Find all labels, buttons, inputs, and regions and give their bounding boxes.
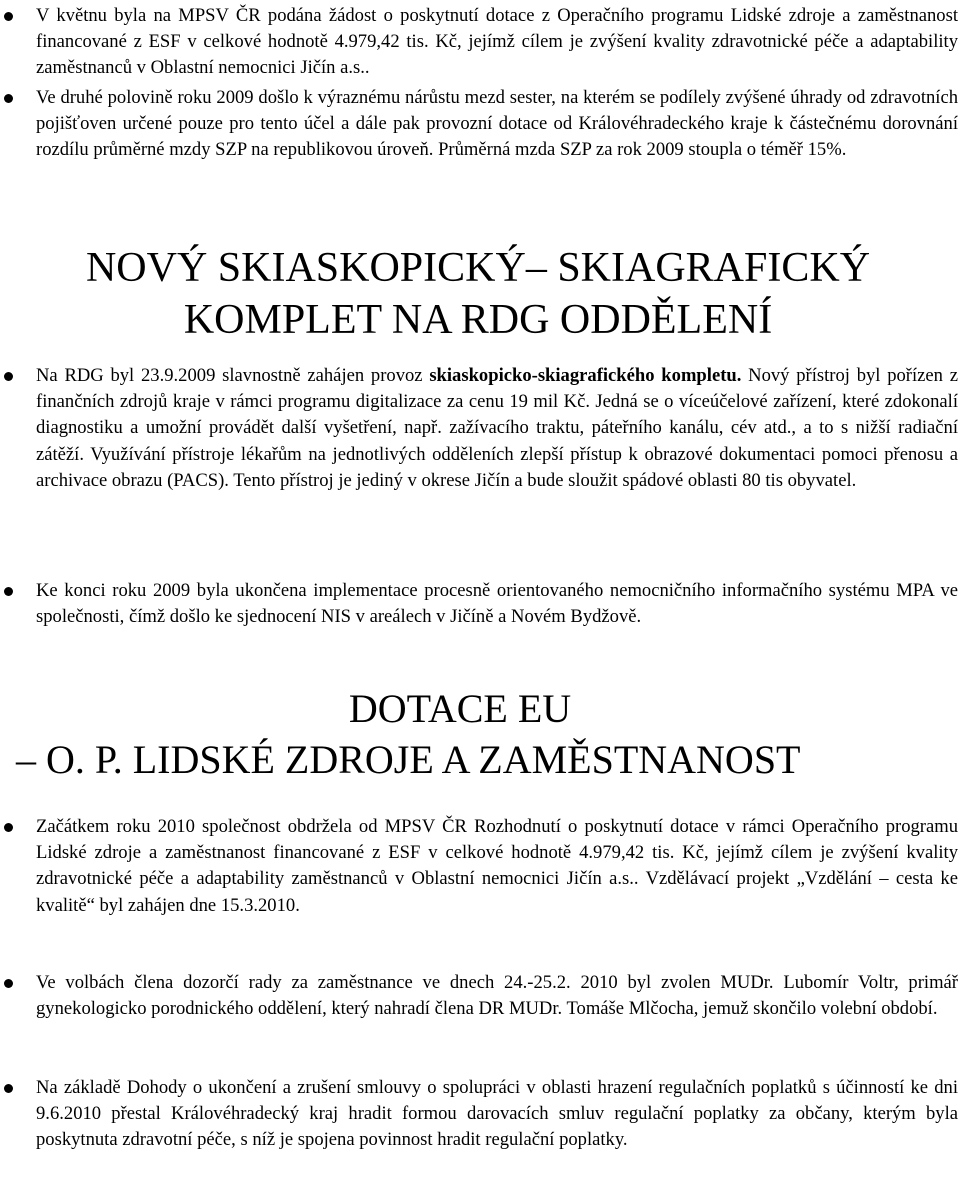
bullet-icon	[4, 587, 13, 596]
list-item	[0, 363, 960, 494]
bullet-icon	[4, 12, 13, 21]
bullet-icon	[4, 372, 13, 381]
heading-line: DOTACE EU	[348, 686, 572, 731]
heading-line: NOVÝ SKIASKOPICKÝ– SKIAGRAFICKÝ	[85, 245, 871, 291]
section-heading-rdg	[0, 242, 960, 346]
paragraph: Ve volbách člena dozorčí rady za zaměstnance ve dnech 24.-25.2. 2010 byl zvolen MUDr. Lubomír Voltr, primář gynekologicko porodnického oddělení, který nahradí člena DR MUDr. Tomáše Mlčocha, jemuž skončilo volební období.	[36, 972, 958, 1020]
list-item	[0, 3, 960, 82]
list-item	[0, 1075, 960, 1154]
paragraph-text: Na RDG byl 23.9.2009 slavnostně zahájen provoz	[36, 365, 430, 386]
list-item	[0, 814, 960, 919]
paragraph: Začátkem roku 2010 společnost obdržela od MPSV ČR Rozhodnutí o poskytnutí dotace v rámci Operačního programu Lidské zdroje a zaměstnanost financované z ESF v celkové hodnotě 4.979,42 tis. Kč, jejímž cílem je zvýšení kvality zdravotnické péče a adaptability zaměstnanců v Oblastní nemocnici Jičín a.s.. Vzdělávací projekt „Vzdělání – cesta ke kvalitě“ byl zahájen dne 15.3.2010.	[36, 816, 958, 916]
paragraph: Na základě Dohody o ukončení a zrušení smlouvy o spolupráci v oblasti hrazení regulačních poplatků s účinností ke dni 9.6.2010 přestal Královéhradecký kraj hradit formou darovacích smluv regulační poplatky za občany, kterým byla poskytnuta zdravotní péče, s níž je spojena povinnost hradit regulační poplatky.	[36, 1077, 958, 1151]
list-item	[0, 85, 960, 164]
bullet-icon	[4, 979, 13, 988]
paragraph: Ve druhé polovině roku 2009 došlo k výraznému nárůstu mezd sester, na kterém se podílely zvýšené úhrady od zdravotních pojišťoven určené pouze pro tento účel a dále pak provozní dotace od Královéhradeckého kraje k částečnému dorovnání rozdílu průměrné mzdy SZP na republikovou úroveň. Průměrná mzda SZP za rok 2009 stoupla o téměř 15%.	[36, 87, 958, 161]
heading-line: – O. P. LIDSKÉ ZDROJE A ZAMĚSTNANOST	[16, 737, 801, 782]
list-item	[0, 578, 960, 630]
paragraph: Ke konci roku 2009 byla ukončena implementace procesně orientovaného nemocničního informačního systému MPA ve společnosti, čímž došlo ke sjednocení NIS v areálech v Jičíně a Novém Bydžově.	[36, 580, 958, 628]
paragraph: V květnu byla na MPSV ČR podána žádost o poskytnutí dotace z Operačního programu Lidské zdroje a zaměstnanost financované z ESF v celkové hodnotě 4.979,42 tis. Kč, jejímž cílem je zvýšení kvality zdravotnické péče a adaptability zaměstnanců v Oblastní nemocnici Jičín a.s..	[36, 5, 958, 79]
list-item	[0, 970, 960, 1022]
section-heading-eu	[0, 683, 960, 785]
heading-line: KOMPLET NA RDG ODDĚLENÍ	[183, 297, 773, 343]
bullet-icon	[4, 823, 13, 832]
paragraph	[36, 363, 958, 494]
bullet-icon	[4, 94, 13, 103]
bullet-icon	[4, 1084, 13, 1093]
paragraph-bold-text: skiaskopicko-skiagrafického kompletu.	[429, 365, 742, 386]
paragraph-text: Nový přístroj byl pořízen z finančních zdrojů kraje v rámci programu digitalizace za cenu 19 mil Kč. Jedná se o víceúčelové zařízení, které zdokonalí diagnostiku a umožní provádět další vyšetření, např. zažívacího traktu, páteřního kanálu, cév atd., a to s nižší radiační zátěží. Využívání přístroje lékařům na jednotlivých odděleních zlepší přístup k obrazové dokumentaci pomoci přenosu a archivace obrazu (PACS). Tento přístroj je jediný v okrese Jičín a bude sloužit spádové oblasti 80 tis obyvatel.	[36, 365, 958, 491]
